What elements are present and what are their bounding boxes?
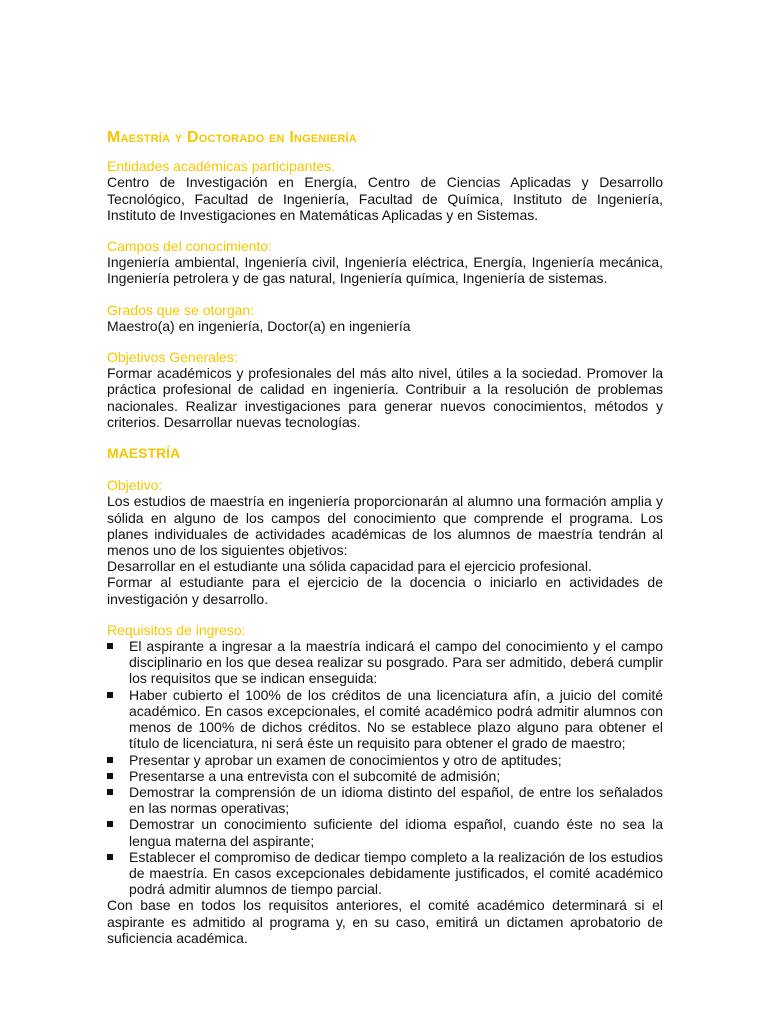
section-heading: Objetivos Generales: bbox=[107, 349, 238, 366]
list-item-text: Presentarse a una entrevista con el subcomité de admisión; bbox=[129, 767, 501, 784]
section-heading: Objetivo: bbox=[107, 477, 163, 494]
section-grados bbox=[107, 302, 663, 334]
requisitos-list bbox=[107, 638, 663, 897]
list-item bbox=[107, 784, 663, 816]
list-item-text: Presentar y aprobar un examen de conocimientos y otro de aptitudes; bbox=[129, 751, 562, 768]
bullet-icon bbox=[107, 643, 113, 649]
section-campos bbox=[107, 238, 663, 287]
bullet-icon bbox=[107, 692, 113, 698]
bullet-icon bbox=[107, 821, 113, 827]
list-item bbox=[107, 638, 663, 687]
list-item-text: Establecer el compromiso de dedicar tiempo completo a la realización de los estudios de maestría. En casos excepcionales debidamente justificados, el comité académico podrá admitir alumnos de tiempo parcial. bbox=[129, 848, 663, 898]
maestria-heading: MAESTRÍA bbox=[107, 445, 181, 462]
list-item bbox=[107, 849, 663, 898]
list-item bbox=[107, 816, 663, 848]
section-objetivos-generales bbox=[107, 349, 663, 430]
document-title: Maestría y Doctorado en Ingeniería bbox=[107, 129, 357, 146]
list-item-text: Demostrar la comprensión de un idioma distinto del español, de entre los señalados en las normas operativas; bbox=[129, 783, 663, 817]
bullet-icon bbox=[107, 773, 113, 779]
section-requisitos bbox=[107, 622, 663, 946]
closing-paragraph: Con base en todos los requisitos anteriores, el comité académico determinará si el aspirante es admitido al programa y, en su caso, emitirá un dictamen aprobatorio de suficiencia académica. bbox=[107, 897, 663, 946]
list-item bbox=[107, 687, 663, 752]
bullet-icon bbox=[107, 757, 113, 763]
section-heading: Grados que se otorgan: bbox=[107, 301, 255, 318]
bullet-icon bbox=[107, 789, 113, 795]
section-heading: Requisitos de ingreso: bbox=[107, 621, 246, 638]
list-item-text: Demostrar un conocimiento suficiente del idioma español, cuando éste no sea la lengua materna del aspirante; bbox=[129, 816, 663, 849]
list-item bbox=[107, 752, 663, 768]
section-text: Los estudios de maestría en ingeniería proporcionarán al alumno una formación amplia y sólida en alguno de los campos del conocimiento que comprende el programa. Los planes individuales de actividades académicas de los alumnos de maestría tendrán al menos uno de los siguientes objetivos: bbox=[107, 493, 663, 559]
section-text: Formar al estudiante para el ejercicio de la docencia o iniciarlo en actividades de investigación y desarrollo. bbox=[107, 574, 663, 607]
section-text: Desarrollar en el estudiante una sólida capacidad para el ejercicio profesional. bbox=[107, 558, 592, 575]
list-item bbox=[107, 768, 663, 784]
document-content bbox=[107, 130, 663, 946]
section-text: Ingeniería ambiental, Ingeniería civil, Ingeniería eléctrica, Energía, Ingeniería mecánica, Ingeniería petrolera y de gas natural, Ingeniería química, Ingeniería de sistemas. bbox=[107, 254, 663, 287]
section-heading: Campos del conocimiento: bbox=[107, 238, 272, 255]
section-heading: Entidades académicas participantes. bbox=[107, 158, 336, 175]
list-item-text: Haber cubierto el 100% de los créditos de una licenciatura afín, a juicio del comité académico. En casos excepcionales, el comité académico podrá admitir alumnos con menos de 100% de dichos créditos. No se establece plazo alguno para obtener el título de licenciatura, ni será éste un requisito para obtener el grado de maestro; bbox=[129, 686, 663, 752]
section-text: Centro de Investigación en Energía, Centro de Ciencias Aplicadas y Desarrollo Tecnológico, Facultad de Ingeniería, Facultad de Química, Instituto de Ingeniería, Instituto de Investigaciones en Matemáticas Aplicadas y en Sistemas. bbox=[107, 174, 663, 223]
section-objetivo-maestria bbox=[107, 477, 663, 607]
section-text: Formar académicos y profesionales del más alto nivel, útiles a la sociedad. Promover la práctica profesional de calidad en ingeniería. Contribuir a la resolución de problemas nacionales. Realizar investigaciones para generar nuevos conocimientos, métodos y criterios. Desarrollar nuevas tecnologías. bbox=[107, 365, 663, 430]
list-item-text: El aspirante a ingresar a la maestría indicará el campo del conocimiento y el campo disciplinario en los que desea realizar su posgrado. Para ser admitido, deberá cumplir los requisitos que se indican enseguida: bbox=[129, 638, 663, 687]
bullet-icon bbox=[107, 854, 113, 860]
section-entidades bbox=[107, 158, 663, 223]
section-text: Maestro(a) en ingeniería, Doctor(a) en ingeniería bbox=[107, 317, 411, 334]
